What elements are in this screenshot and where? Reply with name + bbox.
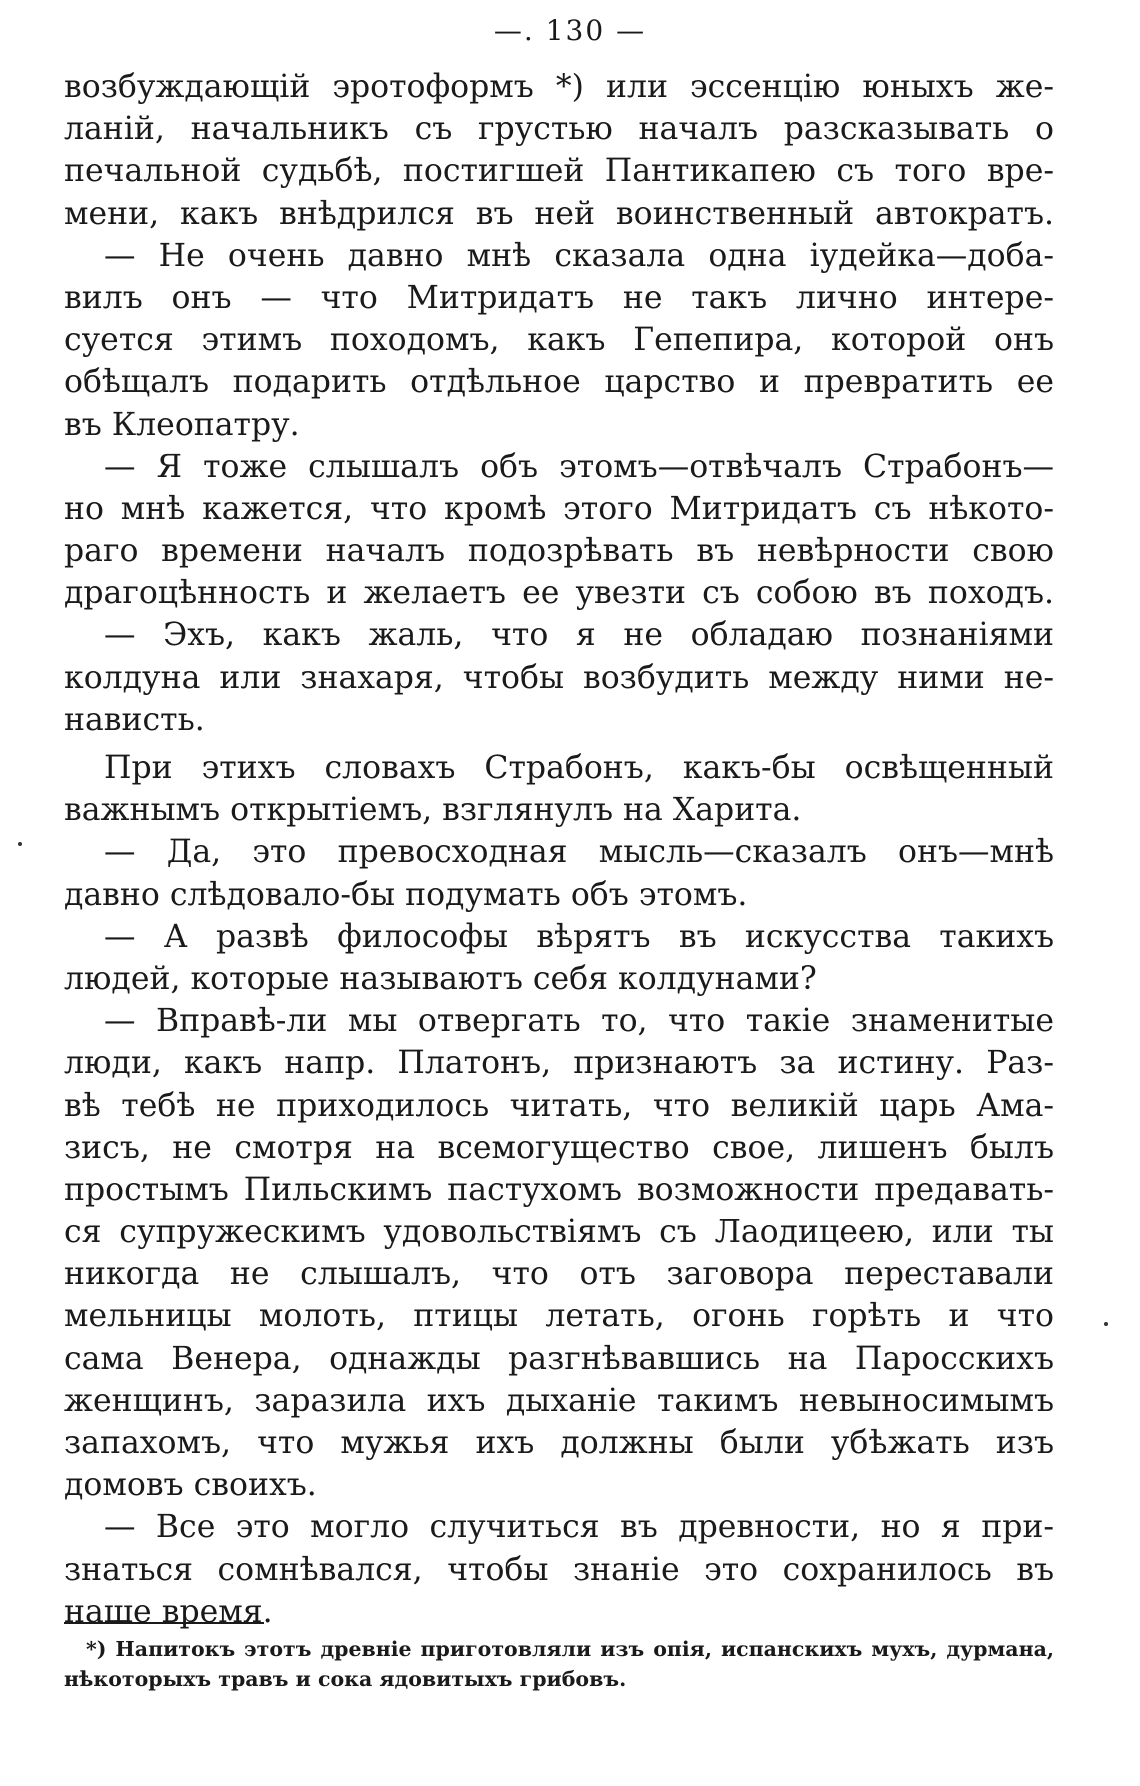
text-line: сама Венера, однажды разгнѣвавшись на Паросскихъ xyxy=(64,1340,1054,1377)
text-line: вилъ онъ — что Митридатъ не такъ лично интере- xyxy=(64,279,1054,316)
footnote xyxy=(64,1634,1054,1694)
text-line: — А развѣ философы вѣрятъ въ искусства такихъ xyxy=(104,918,1054,955)
text-line: люди, какъ напр. Платонъ, признаютъ за истину. Раз- xyxy=(64,1045,1054,1082)
footnote-divider xyxy=(64,1622,264,1624)
text-line: — Да, это превосходная мысль—сказалъ онъ—мнѣ xyxy=(104,834,1054,871)
text-line: давно слѣдовало-бы подумать объ этомъ. xyxy=(64,876,748,913)
text-line: мельницы молоть, птицы летать, огонь горѣть и что xyxy=(64,1298,1054,1335)
text-line: драгоцѣнность и желаетъ ее увезти съ собою въ походъ. xyxy=(64,575,1054,612)
text-line: возбуждающій эротоформъ *) или эссенцію юныхъ же- xyxy=(64,69,1054,105)
page-number: —. 130 — xyxy=(493,14,647,47)
text-line: простымъ Пильскимъ пастухомъ возможности предавать- xyxy=(64,1171,1054,1208)
footnote-line: *) Напитокъ этотъ древніе приготовляли изъ опія, испанскихъ мухъ, дурмана, xyxy=(86,1637,1054,1661)
text-line: мени, какъ внѣдрился въ ней воинственный автократъ. xyxy=(64,195,1054,232)
text-line: знаться сомнѣвался, чтобы знаніе это сохранилось въ xyxy=(64,1551,1054,1588)
text-line: обѣщалъ подарить отдѣльное царство и превратить ее xyxy=(64,364,1054,401)
text-line: важнымъ открытіемъ, взглянулъ на Харита. xyxy=(64,792,802,829)
print-speck xyxy=(1104,1322,1108,1326)
text-line: женщинъ, заразила ихъ дыханіе такимъ невыносимымъ xyxy=(64,1382,1054,1419)
text-line: печальной судьбѣ, постигшей Пантикапею съ того вре- xyxy=(64,153,1054,190)
print-speck xyxy=(18,842,22,846)
text-line: колдуна или знахаря, чтобы возбудить между ними не- xyxy=(64,659,1054,696)
footnote-line: нѣкоторыхъ травъ и сока ядовитыхъ грибовъ. xyxy=(64,1667,627,1691)
text-line: домовъ своихъ. xyxy=(64,1467,317,1504)
text-line: — Я тоже слышалъ объ этомъ—отвѣчалъ Страбонъ— xyxy=(104,448,1054,485)
text-line: людей, которые называютъ себя колдунами? xyxy=(64,960,817,997)
text-line: — Все это могло случиться въ древности, но я при- xyxy=(104,1509,1054,1546)
text-line: раго времени началъ подозрѣвать въ невѣрности свою xyxy=(64,533,1054,570)
text-line: запахомъ, что мужья ихъ должны были убѣжать изъ xyxy=(64,1425,1054,1461)
text-line: наше время. xyxy=(64,1593,273,1630)
text-line: — Эхъ, какъ жаль, что я не обладаю познаніями xyxy=(104,617,1054,654)
text-line: вѣ тебѣ не приходилось читать, что великій царь Ама- xyxy=(64,1087,1054,1124)
main-text xyxy=(64,66,1054,1633)
text-line: ланій, начальникъ съ грустью началъ разсказывать о xyxy=(64,111,1054,148)
text-line: — Не очень давно мнѣ сказала одна іудейка—доба- xyxy=(104,237,1054,274)
text-line: суется этимъ походомъ, какъ Гепепира, которой онъ xyxy=(64,322,1054,359)
text-line: никогда не слышалъ, что отъ заговора переставали xyxy=(64,1256,1054,1293)
text-line: въ Клеопатру. xyxy=(64,406,300,443)
text-line: но мнѣ кажется, что кромѣ этого Митридатъ съ нѣкото- xyxy=(64,490,1054,527)
text-line: зисъ, не смотря на всемогущество свое, лишенъ былъ xyxy=(64,1129,1054,1166)
text-line: нависть. xyxy=(64,701,205,738)
text-line: — Вправѣ-ли мы отвергать то, что такіе знаменитые xyxy=(104,1003,1054,1040)
text-line: ся супружескимъ удовольствіямъ съ Лаодицеею, или ты xyxy=(64,1214,1054,1251)
text-line: При этихъ словахъ Страбонъ, какъ-бы освѣщенный xyxy=(104,750,1054,786)
